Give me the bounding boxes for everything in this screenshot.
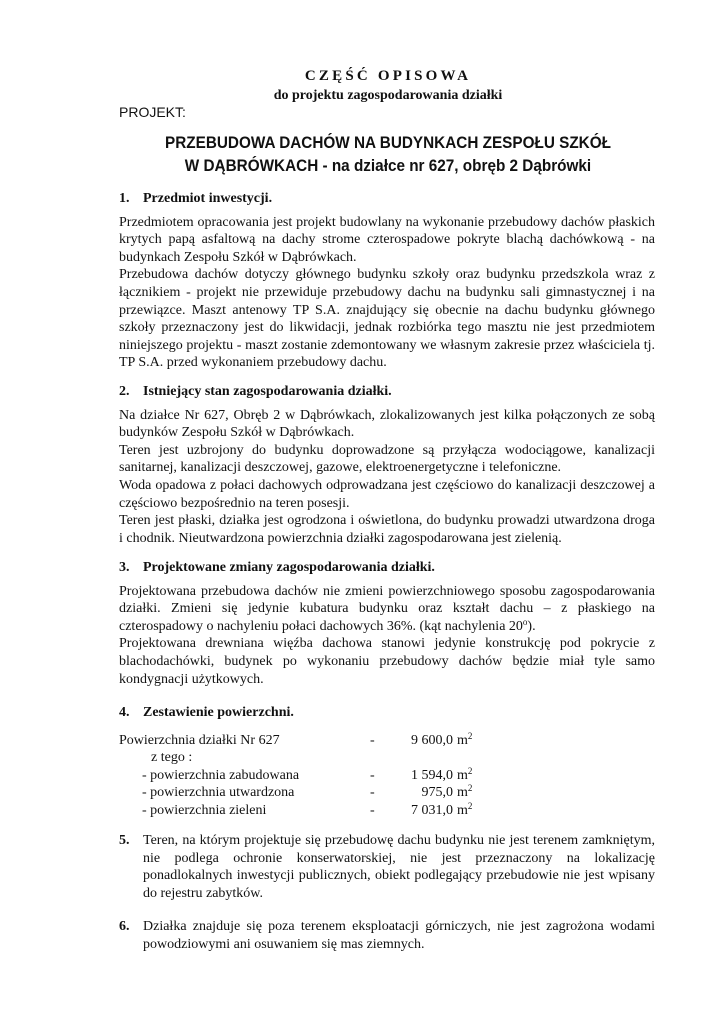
section-3-number: 3. — [119, 560, 130, 575]
section-2-paragraph: Teren jest uzbrojony do budynku doprowadzone są przyłącza wodociągowe, kanalizacji sanitarnej, kanalizacji deszczowej, gazowe, elektroenergetyczne i telefoniczne. — [119, 442, 655, 476]
area-row-value: 9 600,0 — [411, 732, 453, 748]
section-5-text: Teren, na którym projektuje się przebudowę dachu budynku nie jest terenem zamkniętym, nie podlega ochronie konserwatorskiej, nie jest przeznaczony na lokalizację ponadlokalnych inwestycji publicznych, obiekt podlegający przebudowie nie jest wpisany do rejestru zabytków. — [143, 833, 655, 901]
degree-sign: o — [522, 616, 528, 627]
section-6-item — [119, 918, 655, 953]
area-row-dash: - — [370, 802, 375, 818]
area-row-value: 975,0 — [421, 785, 453, 801]
section-1-heading — [119, 190, 655, 208]
area-row — [119, 749, 655, 767]
area-row-dash: - — [370, 732, 375, 748]
section-3-heading-text: Projektowane zmiany zagospodarowania działki. — [143, 560, 435, 575]
area-row-value: 7 031,0 — [411, 802, 453, 818]
section-2 — [119, 383, 655, 547]
project-label: PROJEKT: — [119, 104, 186, 120]
area-row — [119, 767, 655, 785]
section-3-paragraph: Projektowana drewniana więźba dachowa stanowi jedynie konstrukcję pod pokrycie z blachodachówki, budynek po wykonaniu przebudowy dachów będzie miał tyle samo kondygnacji użytkowych. — [119, 636, 655, 687]
section-2-heading-text: Istniejący stan zagospodarowania działki. — [143, 384, 392, 399]
area-row-dash: - — [370, 785, 375, 801]
section-5-item — [119, 832, 655, 902]
section-4 — [119, 704, 655, 820]
section-2-paragraph: Woda opadowa z połaci dachowych odprowadzana jest częściowo do kanalizacji deszczowej a częściowo bezpośrednio na teren posesji. — [119, 477, 655, 511]
section-4-heading-text: Zestawienie powierzchni. — [143, 705, 294, 720]
area-row-unit: $m^2$ — [457, 730, 473, 748]
area-row — [119, 802, 655, 820]
section-2-number: 2. — [119, 384, 130, 399]
section-6-text: Działka znajduje się poza terenem eksploatacji górniczych, nie jest zagrożona wodami powodziowymi ani osuwaniem się mas ziemnych. — [143, 919, 655, 952]
project-title-line-2: W DĄBRÓWKACH - na działce nr 627, obręb 2 Dąbrówki — [184, 156, 592, 175]
section-1-heading-text: Przedmiot inwestycji. — [143, 191, 273, 206]
area-table — [119, 732, 655, 820]
section-2-paragraph: Teren jest płaski, działka jest ogrodzona i oświetlona, do budynku prowadzi utwardzona droga i chodnik. Nieutwardzona powierzchnia działki zagospodarowana jest zielenią. — [119, 513, 655, 546]
area-row-dash: - — [370, 767, 375, 783]
section-3-paragraph — [119, 583, 655, 636]
area-row-label: - powierzchnia utwardzona — [142, 785, 295, 801]
section-2-heading — [119, 383, 655, 401]
section-6-number: 6. — [119, 919, 130, 934]
area-row-label: - powierzchnia zieleni — [142, 802, 267, 818]
section-4-heading — [119, 704, 655, 722]
section-2-paragraph: Na działce Nr 627, Obręb 2 w Dąbrówkach, zlokalizowanych jest kilka połączonych ze sobą budynków Zespołu Szkół w Dąbrówkach. — [119, 407, 655, 441]
section-1-paragraph: Przebudowa dachów dotyczy głównego budynku szkoły oraz budynku przedszkola wraz z łącznikiem - projekt nie przewiduje przebudowy dachu na budynku sali gimnastycznej i na przewiązce. Maszt antenowy TP S.A. znajdujący się obecnie na dachu budynku głównego szkoły przeznaczony jest do likwidacji, jednak rozbiórka tego masztu nie jest przedmiotem niniejszego projektu - maszt zostanie zdemontowany we własnym zakresie przez właściciela tj. TP S.A. przed wykonaniem przebudowy dachu. — [119, 267, 655, 371]
section-6 — [119, 918, 655, 953]
document-subtitle: do projektu zagospodarowania działki — [273, 88, 503, 103]
section-1-paragraph: Przedmiotem opracowania jest projekt budowlany na wykonanie przebudowy dachów płaskich krytych papą asfaltową na dachy strome czterospadowe pokryte blachą dachówkową - na budynkach Zespołu Szkół w Dąbrówkach. — [119, 214, 655, 265]
section-1-number: 1. — [119, 191, 130, 206]
area-row-label: Powierzchnia działki Nr 627 — [119, 732, 280, 748]
area-row-label: - powierzchnia zabudowana — [142, 767, 300, 783]
area-row-unit: $m^2$ — [457, 765, 473, 783]
area-row-value: 1 594,0 — [411, 767, 453, 783]
section-1 — [119, 190, 655, 372]
project-title-line-1: PRZEBUDOWA DACHÓW NA BUDYNKACH ZESPOŁU SZKÓŁ — [165, 133, 611, 152]
project-title — [39, 131, 724, 177]
document-title: CZĘŚĆ OPISOWA — [304, 68, 472, 84]
section-5-number: 5. — [119, 833, 130, 848]
section-3-heading — [119, 559, 655, 577]
section-3-paragraph-tail: ). — [527, 618, 536, 634]
section-3-paragraph-text: Projektowana przebudowa dachów nie zmieni powierzchniowego sposobu zagospodarowania działki. Zmieni się jedynie kubatura budynku oraz kształt dachu – z płaskiego na czterospadowy o nachyleniu połaci dachowych 36%. (kąt nachylenia 20 — [119, 583, 655, 634]
area-row-unit: $m^2$ — [457, 783, 473, 801]
section-3 — [119, 559, 655, 688]
area-row — [119, 732, 655, 750]
area-row — [119, 784, 655, 802]
section-4-number: 4. — [119, 705, 130, 720]
section-5 — [119, 832, 655, 902]
area-row-label: z tego : — [151, 750, 193, 766]
area-row-unit: $m^2$ — [457, 800, 473, 818]
